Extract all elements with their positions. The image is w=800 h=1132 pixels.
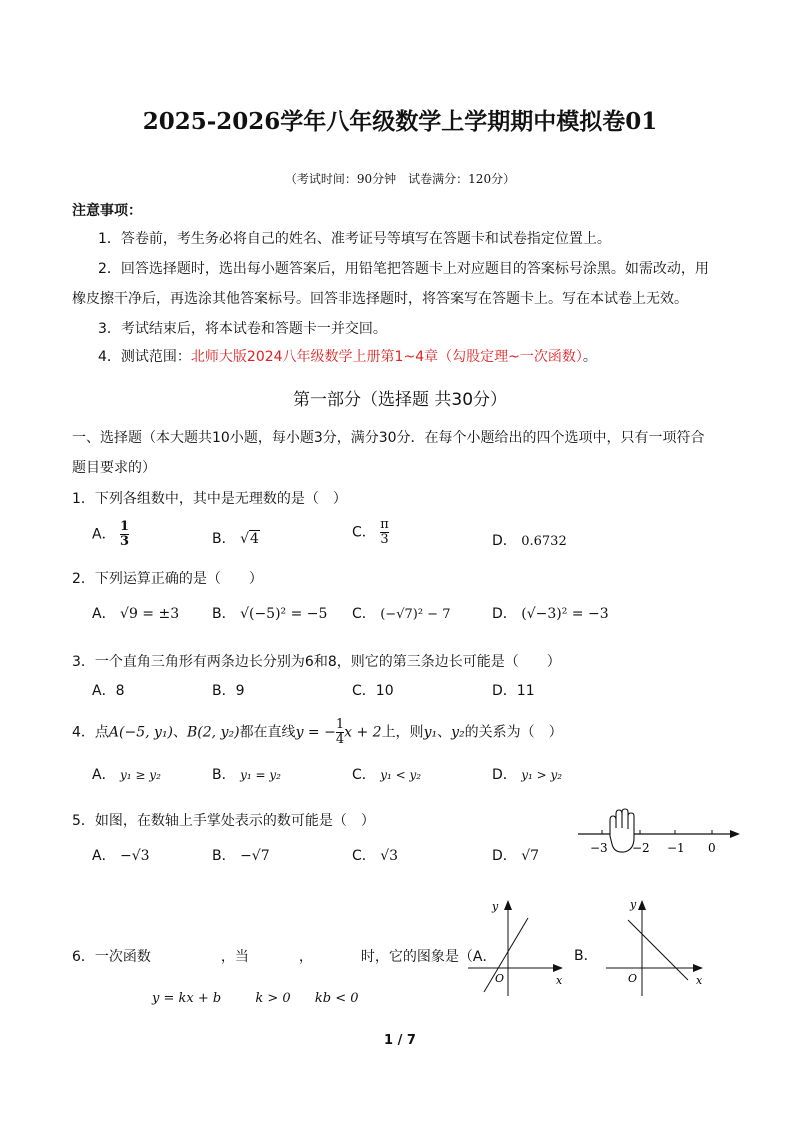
q1-stem: 1．下列各组数中，其中是无理数的是（ ）: [72, 491, 347, 507]
radicand: 4: [249, 531, 259, 547]
option-label: D．: [492, 606, 517, 622]
numerator: 1: [120, 519, 130, 534]
q6-graph-b-label: B．: [574, 948, 598, 964]
q1-option-a: [92, 520, 129, 549]
denominator: 3: [380, 532, 389, 547]
y-axis-label: y: [630, 898, 637, 911]
q2-option-a: [92, 603, 179, 623]
q4-y1: y₁: [423, 724, 438, 741]
q3-option-c: [352, 680, 394, 700]
q5-b-expr: −√7: [240, 848, 270, 864]
q3-option-b: [212, 680, 245, 700]
notice-item-2a: 2．回答选择题时，选出每小题答案后，用铅笔把答题卡上对应题目的答案标号涂黑。如需改动，用: [98, 261, 709, 277]
q5-option-c: [352, 845, 398, 865]
option-label: C．: [352, 524, 376, 541]
q1-a-fraction: [120, 520, 129, 549]
q6-graph-a-label: A．: [472, 949, 497, 965]
q2-c-expr: (−√7)² − 7: [380, 607, 451, 622]
q4-point-b: B(2, y₂): [187, 724, 240, 741]
exam-info: （考试时间：90分钟 试卷满分：120分）: [284, 172, 516, 186]
q4-stem-part: 4．点: [72, 724, 109, 741]
q4-b-expr: y₁ = y₂: [240, 768, 281, 782]
q3-a-value: 8: [115, 683, 125, 699]
q2-option-b: [212, 603, 327, 623]
q1-b-sqrt: √4: [240, 531, 259, 547]
q4-option-a: [92, 764, 161, 784]
origin-label: O: [628, 972, 638, 985]
q4-stem-part: 的关系为（ ）: [464, 724, 563, 741]
q6-condition-k: k > 0: [255, 991, 291, 1006]
arrow-right-icon: [553, 964, 563, 972]
q4-stem-part: 都在直线: [239, 724, 296, 741]
tick-label: −3: [590, 841, 608, 855]
notice-item-1: 1．答卷前，考生务必将自己的姓名、准考证号等填写在答题卡和试卷指定位置上。: [98, 231, 611, 247]
q4-option-c: [352, 764, 421, 784]
test-scope: 北师大版2024八年级数学上册第1~4章（勾股定理~一次函数）: [190, 349, 583, 365]
hand-icon: [610, 809, 634, 852]
q2-option-d: [492, 603, 609, 623]
y-axis-label: y: [492, 900, 499, 913]
q5-c-expr: √3: [380, 848, 399, 864]
notice-item-3: 3．考试结束后，将本试卷和答题卡一并交回。: [98, 321, 387, 337]
q5-d-expr: √7: [521, 848, 540, 864]
q4-stem-part: 上，则: [381, 724, 424, 741]
option-label: A．: [92, 683, 116, 699]
q2-option-c: [352, 603, 450, 623]
q2-stem: 2．下列运算正确的是（ ）: [72, 571, 263, 587]
option-label: D．: [492, 848, 517, 864]
notice-item-4-suffix: 。: [582, 349, 597, 365]
q4-fraction: [336, 718, 344, 747]
instructions-line-2: 题目要求的）: [72, 460, 156, 476]
option-label: B．: [212, 531, 236, 547]
q1-c-fraction: [380, 518, 389, 547]
q6-expr-row: [152, 987, 359, 1006]
q4-point-a: A(−5, y₁): [108, 724, 174, 741]
denominator: 3: [120, 534, 130, 549]
option-label: C．: [352, 848, 376, 864]
numerator: 1: [335, 717, 345, 732]
q3-option-d: [492, 680, 535, 700]
q5-option-a: [92, 845, 150, 865]
tick-label: 0: [708, 841, 716, 855]
q1-option-b: [212, 528, 260, 548]
q4-option-d: [492, 764, 562, 784]
q5-option-d: [492, 845, 539, 865]
graph-line: [484, 918, 528, 992]
q4-y2: y₂: [451, 724, 465, 741]
notice-heading: 注意事项：: [72, 203, 142, 219]
option-label: D．: [492, 683, 517, 699]
q3-b-value: 9: [235, 683, 245, 699]
q2-b-expr: √(−5)² = −5: [240, 606, 328, 622]
numerator: π: [380, 517, 389, 532]
q6-stem: [72, 946, 497, 966]
q6-stem-part: 6．一次函数: [72, 949, 151, 965]
q6-graph-a: [462, 896, 572, 1006]
origin-label: O: [495, 972, 505, 985]
q3-c-value: 10: [375, 683, 394, 699]
x-axis-label: x: [556, 974, 563, 987]
arrow-right-icon: [693, 964, 703, 972]
q4-d-expr: y₁ > y₂: [521, 768, 563, 782]
notice-item-4-prefix: 4．测试范围：: [98, 349, 191, 365]
notice-item-2b: 橡皮擦干净后，再选涂其他答案标号。回答非选择题时，将答案写在答题卡上。写在本试卷上无效。: [72, 291, 688, 307]
option-label: B．: [212, 767, 236, 783]
q4-stem: [72, 718, 563, 747]
page-number: 1 / 7: [384, 1033, 416, 1048]
q3-d-value: 11: [516, 683, 535, 699]
x-axis-label: x: [696, 974, 703, 987]
tick-label: −1: [667, 841, 685, 855]
page-title: 2025-2026学年八年级数学上学期期中模拟卷01: [142, 108, 658, 135]
q5-a-expr: −√3: [120, 848, 150, 864]
q4-line-rhs: x + 2: [344, 724, 382, 741]
hand-shape: [610, 809, 634, 852]
arrow-right-icon: [730, 830, 740, 838]
q6-expression: y = kx + b: [152, 991, 222, 1006]
q3-option-a: [92, 680, 125, 700]
option-label: A．: [92, 606, 116, 622]
q1-option-c: [352, 518, 389, 547]
option-label: D．: [492, 767, 517, 783]
option-label: C．: [352, 683, 376, 699]
option-label: C．: [352, 767, 376, 783]
instructions-line-1: 一、选择题（本大题共10小题，每小题3分，满分30分．在每个小题给出的四个选项中，只有一项符合: [72, 430, 705, 446]
q2-d-expr: (√−3)² = −3: [521, 606, 609, 622]
option-label: A．: [92, 848, 116, 864]
q4-line-lhs: y = −: [295, 724, 336, 741]
q5-stem: 5．如图，在数轴上手掌处表示的数可能是（ ）: [72, 813, 375, 829]
option-label: D．: [492, 533, 517, 549]
number-line-figure: [570, 808, 750, 858]
q4-a-expr: y₁ ≥ y₂: [120, 768, 161, 782]
q6-stem-part: 时，它的图象是（: [360, 949, 473, 965]
q1-d-repeating-decimal: 0.6732: [521, 534, 567, 549]
arrow-up-icon: [638, 900, 646, 910]
q6-stem-part: ，当: [220, 949, 249, 965]
graph-line: [628, 920, 688, 980]
q1-option-d: [492, 530, 567, 550]
q4-option-b: [212, 764, 281, 784]
q5-option-b: [212, 845, 270, 865]
option-label: B．: [212, 606, 236, 622]
q6-condition-kb: kb < 0: [314, 991, 359, 1006]
option-label: A．: [92, 767, 116, 783]
option-label: C．: [352, 606, 376, 622]
notice-item-4: [98, 346, 597, 366]
q6-graph-b: [602, 896, 712, 1006]
q3-stem: 3．一个直角三角形有两条边长分别为6和8，则它的第三条边长可能是（ ）: [72, 654, 561, 670]
q6-stem-part: ，: [298, 949, 313, 965]
option-label: B．: [212, 683, 236, 699]
option-label: B．: [212, 848, 236, 864]
arrow-up-icon: [504, 900, 512, 910]
q4-separator: 、: [437, 724, 452, 741]
q4-c-expr: y₁ < y₂: [380, 768, 422, 782]
denominator: 4: [335, 732, 345, 747]
option-label: A．: [92, 526, 116, 543]
tick-label: −2: [632, 841, 650, 855]
q2-a-expr: √9 = ±3: [120, 606, 180, 622]
section-title: 第一部分（选择题 共30分）: [292, 390, 508, 410]
q4-separator: 、: [173, 724, 188, 741]
